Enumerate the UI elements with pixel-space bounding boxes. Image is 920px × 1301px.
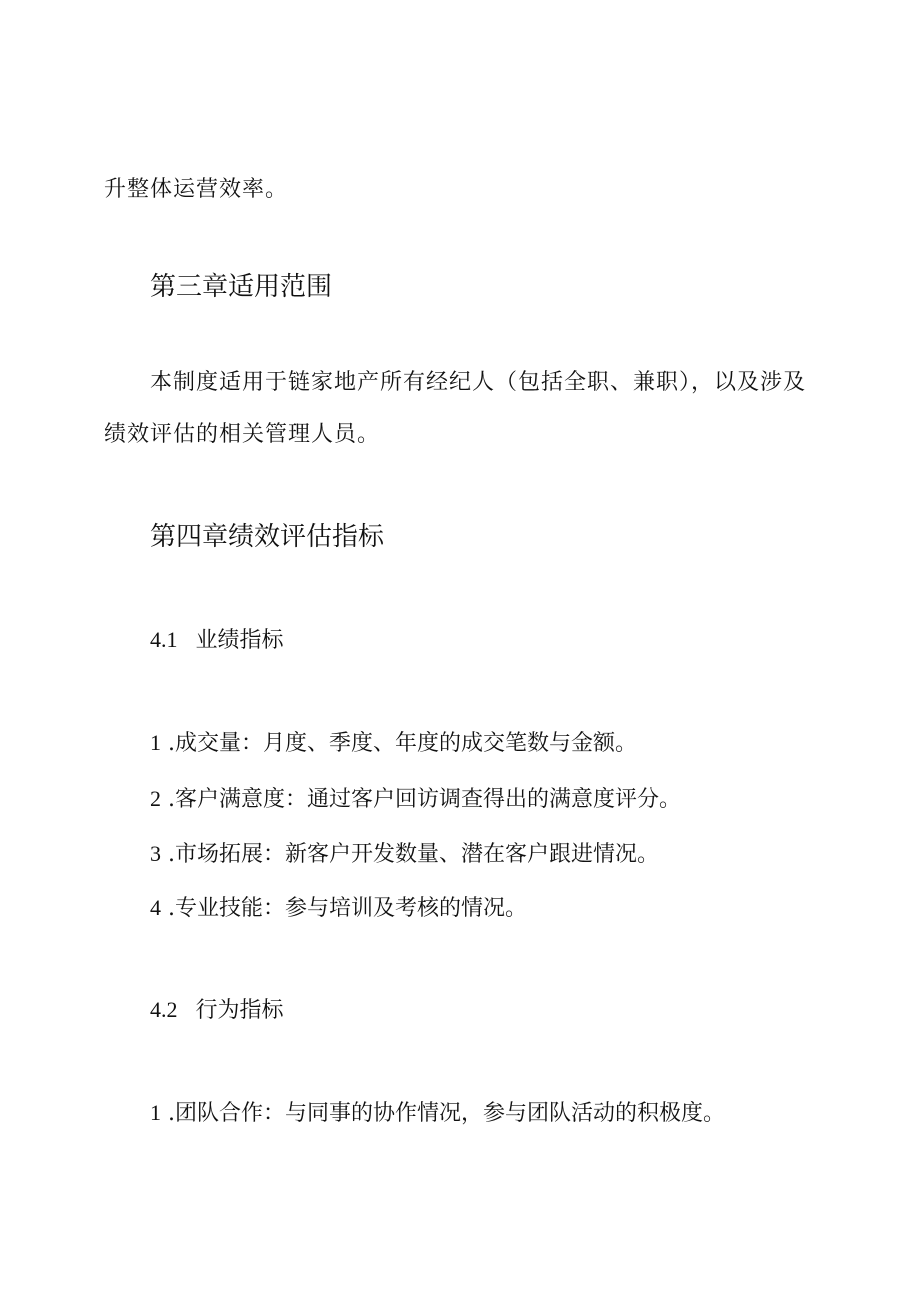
section-title: 行为指标 xyxy=(195,998,284,1023)
list-item xyxy=(150,893,527,924)
section-number: 4.1 xyxy=(150,627,178,652)
chapter-3-paragraph-line-2: 绩效评估的相关管理人员。 xyxy=(104,422,381,447)
list-item xyxy=(150,784,681,815)
chapter-3-paragraph-line-1: 本制度适用于链家地产所有经纪人（包括全职、兼职），以及涉及 xyxy=(150,370,807,395)
list-item-number: 3 xyxy=(150,841,161,866)
list-item-number: 1 xyxy=(150,1100,161,1125)
list-item-text: .客户满意度：通过客户回访调查得出的满意度评分。 xyxy=(168,787,681,812)
section-title: 业绩指标 xyxy=(195,628,284,653)
chapter-3-heading: 第三章适用范围 xyxy=(150,272,333,302)
list-item xyxy=(150,1098,725,1129)
section-4-2-heading xyxy=(150,995,284,1026)
chapter-4-heading: 第四章绩效评估指标 xyxy=(150,522,385,552)
section-number: 4.2 xyxy=(150,997,178,1022)
list-item xyxy=(150,839,659,870)
carryover-text: 升整体运营效率。 xyxy=(104,177,289,202)
list-item-number: 2 xyxy=(150,786,161,811)
list-item-text: .成交量：月度、季度、年度的成交笔数与金额。 xyxy=(168,731,637,756)
list-item xyxy=(150,728,637,759)
list-item-number: 1 xyxy=(150,730,161,755)
list-item-number: 4 xyxy=(150,895,161,920)
section-4-1-heading xyxy=(150,625,284,656)
list-item-text: .团队合作：与同事的协作情况，参与团队活动的积极度。 xyxy=(168,1101,725,1126)
list-item-text: .专业技能：参与培训及考核的情况。 xyxy=(168,896,527,921)
list-item-text: .市场拓展：新客户开发数量、潜在客户跟进情况。 xyxy=(168,842,659,867)
